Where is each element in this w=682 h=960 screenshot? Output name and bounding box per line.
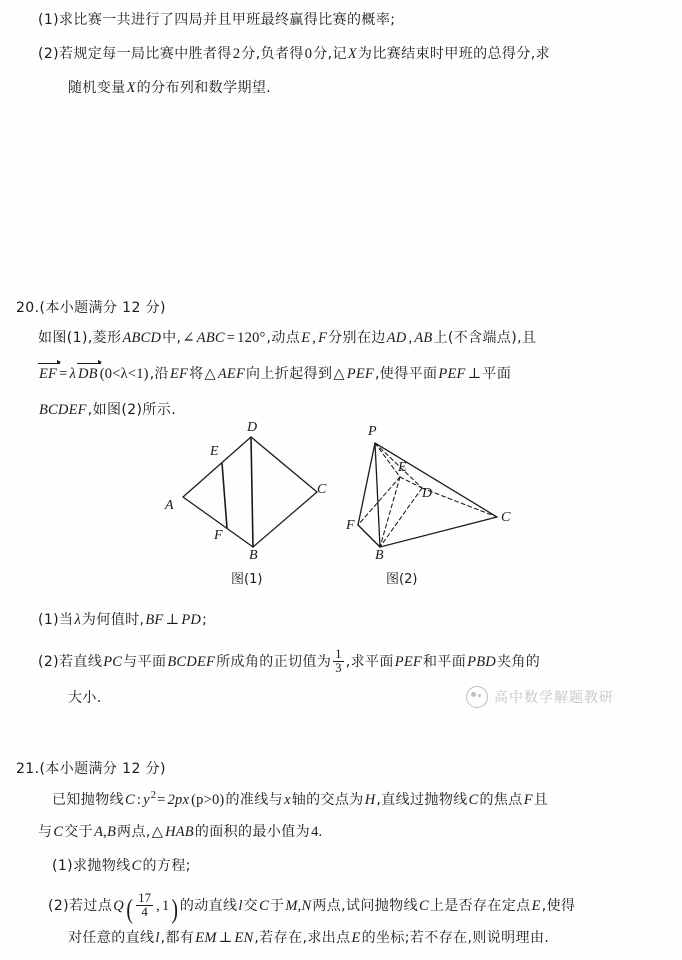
q20-l2-c: 向上折起得到 [246,366,333,382]
q21-p2-paren-close: ) [171,893,179,925]
q19-p2-text-b: 分,负者得 [241,46,304,62]
q20-p1-a: 当 [59,612,74,628]
q21-p2-l2-perp: ⊥ [218,930,233,946]
q20-part1-line [38,612,207,629]
q19-part1-marker: (1) [38,12,60,28]
q19-p2-text-c: 分,记 [313,46,347,62]
figure1-label-F: F [214,528,223,543]
q19-part1-line [38,12,395,29]
edge-CB [253,492,317,547]
q20-p2-d: ,求平面 [345,654,394,671]
q21-p2-paren-open: ( [126,893,133,925]
q21-l2-b: 交于 [64,824,94,840]
q21-p2-c3: C [418,898,429,915]
q21-p1-a: 求抛物线 [73,858,131,874]
q19-p2-l2-var-x: X [126,80,136,96]
q20-l1-c: ,动点 [266,330,301,346]
q21-l2-val: 4. [311,824,323,840]
figure1-label-B: B [249,548,258,563]
figure-1-svg [165,425,325,565]
q20-p2-marker: (2) [38,654,60,671]
edge-PF [358,443,375,525]
q21-l2-d: 的面积的最小值为 [194,824,311,840]
figure1-label-C: C [317,482,327,497]
figure2-label-E: E [398,460,407,475]
q21-p2-q: Q [113,898,124,915]
q19-part2-marker: (2) [38,46,60,62]
q20-part2-line2 [68,690,102,707]
q19-p2-l2-b: 的分布列和数学期望. [136,80,272,96]
q21-body-line2 [38,824,323,841]
watermark-text: 高中数学解题教研 [494,690,614,706]
q20-l2-pef2: PEF [438,366,466,382]
q20-l2-b: 将 [189,366,204,382]
q20-l1-b: 中, [162,330,182,346]
q21-heading [16,758,166,778]
q21-l1-a: 已知抛物线 [52,791,124,808]
figure-2-svg [350,425,530,565]
q19-p2-text-a: 若规定每一局比赛中胜者得 [59,46,232,62]
q21-p2-d: 于 [269,898,285,915]
q20-l2-eq: = [59,366,68,382]
q20-body-line2 [38,366,511,383]
q21-l1-c2: 轴的交点为 [291,791,364,808]
q21-l1-e: 的焦点 [479,791,523,808]
q21-l2-tri: △ [151,824,164,840]
q21-p1-b: 的方程; [142,858,191,874]
q21-p2-l2-d: 的坐标;若不存在,则说明理由. [361,930,550,946]
q20-number: 20. [16,300,40,316]
q20-l2-tri2: △ [333,366,345,382]
edge-PC [375,443,497,517]
q21-p2-l2-c: ,若存在,求出点 [254,930,351,946]
q19-p2-l2-a: 随机变量 [68,80,126,96]
q20-l1-comma2: , [408,330,413,346]
q21-p2-frac-num: 17 [138,891,152,905]
q21-p2-fraction [134,892,155,919]
q19-p2-var-x: X [347,46,357,62]
q21-l1-c: C [125,791,135,808]
q20-p1-pd: PD [181,612,202,628]
figure2-label-P: P [368,424,377,439]
q20-l2-tri1: △ [204,366,216,382]
q20-p2-bcdef: BCDEF [167,654,216,671]
q20-l1-f: F [318,330,328,346]
figure2-label-D: D [422,486,433,501]
q21-p1-c: C [131,858,142,874]
q21-p2-b: 的动直线 [179,898,238,915]
q21-p2-l: l [238,898,243,915]
q21-number: 21. [16,761,40,777]
q21-l1-eq: = [157,791,166,808]
q20-body-line3 [38,402,176,419]
figure1-label-A: A [165,498,174,513]
q21-l1-2px: 2px [167,791,190,808]
q21-p2-e: 两点,试问抛物线 [312,898,418,915]
q21-p2-l2-l: l [155,930,160,946]
q19-p2-num-0: 0 [304,46,313,62]
q21-p2-c2: C [259,898,269,915]
q21-p2-q-y: 1 [161,898,170,915]
q21-body-line1 [52,790,548,809]
q21-l1-c3: C [468,791,479,808]
q20-l1-ab: AB [414,330,433,346]
segment-EF [222,463,227,528]
q21-p1-marker: (1) [52,858,74,874]
q20-l1-e: E [301,330,311,346]
q21-p2-g: ,使得 [541,898,576,915]
q21-l1-f: F [523,791,533,808]
q21-l2-c: C [53,824,64,840]
q21-part1-line [52,858,191,875]
watermark-logo-icon [466,686,488,708]
edge-BC [380,517,497,547]
figure-2-caption: 图(2) [386,572,418,587]
q20-l1-a: 如图(1),菱形 [38,330,122,346]
q21-score: (本小题满分 12 分) [39,761,166,777]
q20-p1-bf: BF [145,612,164,628]
q20-l1-comma: , [312,330,317,346]
segment-DB [251,437,253,547]
q20-l2-a: ,沿 [149,366,169,382]
q21-p2-l2-em: EM [195,930,217,946]
q20-l2-pef: PEF [346,366,374,382]
edge-EB-hidden [380,477,400,547]
q20-p2-pbd: PBD [467,654,496,671]
q21-p2-l2-a: 对任意的直线 [68,930,155,946]
q19-part2-line1 [38,46,550,63]
q20-p2-a: 若直线 [59,654,103,671]
figure1-label-D: D [247,420,258,435]
q21-p2-f: 上是否存在定点 [429,898,531,915]
edge-DC-hidden [422,488,497,517]
q20-l2-perp: ⊥ [467,366,482,382]
q21-p2-c: 交 [243,898,259,915]
q20-p2-b: 与平面 [123,654,167,671]
q21-l1-h: H [364,791,376,808]
q19-p2-text-d: 为比赛结束时甲班的总得分,求 [357,46,550,62]
q21-l1-y: y [143,791,150,808]
q20-p1-perp: ⊥ [165,612,180,628]
q20-vector-ef: EF [39,366,58,382]
figure-2 [346,424,530,565]
q20-l2-lambda: λ [69,366,76,382]
q21-l1-sup: 2 [150,790,157,801]
q20-vector-db: DB [78,366,98,382]
q20-p2-f: 夹角的 [496,654,541,671]
q20-p2-line2: 大小. [68,690,102,706]
q20-p2-frac-den: 3 [335,661,342,676]
edge-PE-hidden [375,443,400,477]
edge-ED-hidden [400,477,422,488]
q21-part2-line1: (2)若过点Q( $\frac{17}{4}$ , 1)的动直线l交C于M,N两点,试问抛物线C上是否存在定点E,使得 [48,891,576,925]
q19-part1-text: 求比赛一共进行了四局并且甲班最终赢得比赛的概率; [59,12,396,28]
edge-PB [375,443,380,547]
q20-l1-abcd: ABCD [122,330,162,346]
q20-l1-abc: ABC [196,330,225,346]
figure-1-caption: 图(1) [231,572,263,587]
q21-p2-frac-den: 4 [136,905,153,919]
q20-heading [16,297,166,317]
q19-p2-num-2: 2 [232,46,241,62]
q20-body-line1 [38,330,536,347]
q20-l3-bcdef: BCDEF [39,402,87,418]
q20-p1-b: 为何值时, [81,612,145,628]
edge-DC [251,437,317,492]
q20-p2-frac-num: 1 [335,647,342,661]
q20-p2-fraction [331,648,345,675]
q20-l1-deg: 120° [237,330,266,346]
q21-l1-d: ,直线过抛物线 [376,791,468,808]
q21-l2-ab: A,B [94,824,117,840]
q21-l1-x: x [284,791,291,808]
q20-score: (本小题满分 12 分) [39,300,166,316]
q20-p1-c: ; [202,612,208,628]
q20-p2-c: 所成角的正切值为 [216,654,332,671]
q21-p2-l2-e: E [351,930,361,946]
q21-l2-hab: HAB [165,824,194,840]
q20-l1-d: 分别在边 [328,330,386,346]
q20-l2-d: ,使得平面 [374,366,438,382]
q20-l2-ef: EF [169,366,189,382]
q20-l1-eq: = [226,330,236,346]
q21-p2-ee: E [531,898,541,915]
q21-l2-a: 与 [38,824,53,840]
q20-p2-e: 和平面 [422,654,467,671]
q20-l2-range: (0<λ<1) [99,366,149,382]
q21-l1-g: 且 [533,791,549,808]
q20-l1-ad: AD [386,330,407,346]
figure2-label-C: C [501,510,511,525]
q20-p1-lambda: λ [74,612,81,628]
q21-p2-a: 若过点 [69,898,113,915]
q20-p2-pef: PEF [394,654,422,671]
q21-part2-line2 [68,930,549,947]
q19-part2-line2 [68,80,271,97]
q20-l2-e: 平面 [482,366,512,382]
q21-l1-colon: : [136,791,142,808]
q20-p2-pc: PC [103,654,123,671]
q20-l2-aef: AEF [217,366,246,382]
figure1-label-E: E [210,444,219,459]
watermark [466,686,614,708]
q20-l1-angle-sym: ∠ [182,330,195,346]
q21-p2-l2-en: EN [234,930,254,946]
figure2-label-B: B [375,548,384,563]
q20-l3-a: ,如图(2)所示. [87,402,177,418]
q21-p2-l2-b: ,都有 [160,930,195,946]
figure2-label-F: F [346,518,355,533]
q21-l1-cond: (p>0) [191,791,225,808]
q20-part2-line1 [38,648,540,675]
q21-l1-b: 的准线与 [225,791,284,808]
figure-1 [165,420,327,565]
q20-p1-marker: (1) [38,612,60,628]
q21-p2-marker: (2) [48,898,70,915]
q21-p2-mn: M,N [285,898,312,915]
q21-l2-c2: 两点, [117,824,151,840]
q20-l1-e2: 上(不含端点),且 [433,330,537,346]
